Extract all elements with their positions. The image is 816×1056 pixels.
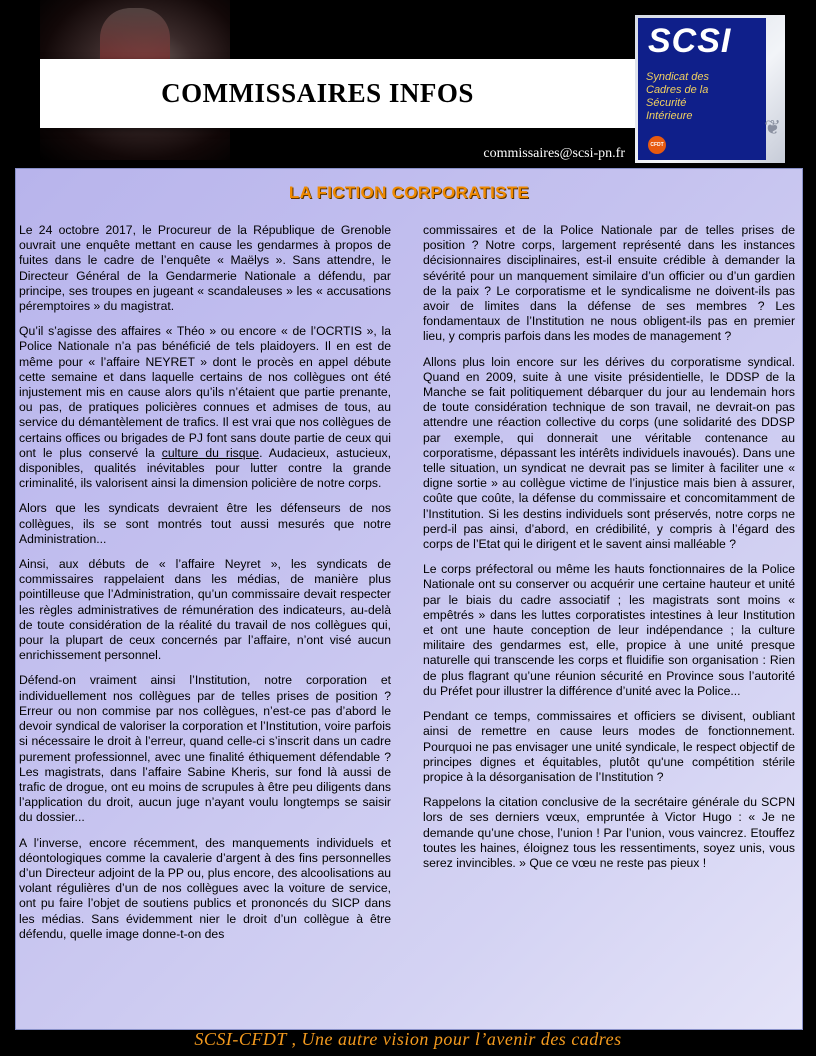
paragraph: Ainsi, aux débuts de « l’affaire Neyret », les syndicats de commissaires rappelaient dans les médias, de manière plus pointilleuse que l’Administration, qu’un commissaire devait respecter les règles administratives de rémunération des indicateurs, au-delà de toute considération de la réalité du travail de nos collègues qui, pour la plupart de ceux concernés par l’affaire, n’ont visé aucun enrichissement personnel. (19, 557, 391, 663)
culture-du-risque-link: culture du risque (161, 445, 260, 460)
logo-subtitle-line: Syndicat des (646, 71, 709, 83)
paragraph: Défend-on vraiment ainsi l’Institution, notre corporation et individuellement nos collègues par de telles prises de position ? Erreur ou non commise par nos collègues, n’est-ce pas d’abord le devoir syndical de valoriser la corporation et l’Institution, voire parfois si nécessaire le droit à l’erreur, quand celle-ci s’inscrit dans un cadre purement professionnel, avec une finalité éthiquement défendable ? Les magistrats, dans l’affaire Sabine Kheris, sur fond là aussi de trafic de drogue, ont eu moins de scrupules à être peu diligents dans l’application du droit, aucun juge n’ayant voulu longtemps se saisir du dossier... (19, 673, 391, 825)
paragraph: Le corps préfectoral ou même les hauts fonctionnaires de la Police Nationale ont su conserver ou acquérir une certaine hauteur et unité par le biais du cadre associatif ; les magistrats sont moins « empêtrés » dans les luttes corporatistes intestines à leur Institution et ont une haute conception de leur indépendance ; la culture militaire des gendarmes est, elle, propice à une unité presque naturelle qui transcende les corps et fluidifie son organisation : Rien de plus flagrant qu’une réunion sécurité en Province sous l’autorité du Préfet pour illustrer la différence d’unité avec la Police... (423, 562, 795, 698)
newsletter-title: COMMISSAIRES INFOS (161, 78, 474, 108)
logo-brand: SCSI (648, 22, 732, 60)
paragraph: Allons plus loin encore sur les dérives du corporatisme syndical. Quand en 2009, suite à une visite présidentielle, le DDSP de la Manche se fait politiquement débarquer du jour au lendemain hors de toute considération technique de son travail, ne devrait-on pas attendre une réaction collective du corps (une solidarité des DDSP par exemple, qui donnerait une véritable contenance au corporatisme, dépassant les intérêts individuels inavoués). Dans une telle situation, un syndicat ne devrait pas se limiter à faciliter une « digne sortie » au collègue victime de l’injustice mais bien à assurer, coûte que coûte, la défense du commissaire et concomitamment de l’Institution. Si les destins individuels sont préservés, notre corps ne perd-il pas ainsi, d’abord, en crédibilité, y compris à l’égard des corps de l’Etat qui le dirigent et le savent ainsi malléable ? (423, 354, 795, 552)
paragraph (19, 324, 391, 491)
article-column-right (423, 223, 795, 871)
logo-subtitle-line: Cadres de la (646, 84, 709, 96)
paragraph: Le 24 octobre 2017, le Procureur de la République de Grenoble ouvrait une enquête mettant en cause les gendarmes à propos de fuites dans le cadre de l’enquête « Maëlys ». Sans attendre, le Directeur Général de la Gendarmerie Nationale a défendu, par principe, ses troupes en jugeant « scandaleuses » les « accusations péremptoires » du magistrat. (19, 223, 391, 314)
paragraph-text: Qu’il s’agisse des affaires « Théo » ou encore « de l’OCRTIS », la Police Nationale n’a pas bénéficié de tels plaidoyers. Il en est de même pour « l’affaire NEYRET » dont le procès en appel débute cette semaine et dans laquelle certains de nos collègues ont été injustement mis en cause alors qu’ils n’étaient que partie prenante, ou pas, de pratiques policières connues et admises de tous, au service du démantèlement de trafics. Il est vrai que nos collègues de certains offices ou brigades de PJ font sans doute partie de ceux qui ont le plus conservé la (19, 324, 391, 460)
paragraph: Alors que les syndicats devraient être les défenseurs de nos collègues, ils se sont montrés tout aussi mesurés que notre Administration... (19, 501, 391, 546)
paragraph: A l’inverse, encore récemment, des manquements individuels et déontologiques comme la cavalerie d’argent à des fins personnelles d’un Directeur adjoint de la PP ou, plus encore, des alcoolisations au volant régulières d’un de nos collègues avec la voiture de service, ont pu faire l’objet de soutiens publics et prononcés du SICP dans les médias. Sans évidemment nier le droit d’un collègue à être défendu, quelle image donne-t-on des (19, 835, 391, 941)
paragraph-text: . Audacieux, astucieux, disponibles, qualités inévitables pour lutter contre la grande criminalité, ils valorisent ainsi la dimension policière de notre corps. (19, 445, 391, 491)
logo-subtitle (646, 71, 738, 123)
paragraph: Pendant ce temps, commissaires et officiers se divisent, oubliant ainsi de remettre en cause leurs modes de fonctionnement. Pourquoi ne pas envisager une unité syndicale, le respect objectif de principes dignes et équitables, plutôt qu'une compétition stérile propice à la désorganisation de l’Institution ? (423, 709, 795, 784)
contact-email[interactable]: commissaires@scsi-pn.fr (483, 146, 625, 161)
article-panel (15, 168, 803, 1030)
laurel-icon: ❦ (764, 117, 781, 139)
logo-box (638, 18, 766, 160)
paragraph: Rappelons la citation conclusive de la secrétaire générale du SCPN lors de ses derniers vœux, empruntée à Victor Hugo : « Je ne demande qu’une chose, l’union ! Par l’union, vous vaincrez. Etouffez toutes les haines, éloignez tous les ressentiments, soyez unis, vous serez invincibles. » Que ce vœu ne reste pas pieux ! (423, 795, 795, 870)
scsi-logo (635, 15, 785, 163)
article-column-left (19, 223, 391, 942)
title-band (40, 59, 635, 128)
footer-slogan: SCSI-CFDT , Une autre vision pour l’avenir des cadres (194, 1029, 622, 1049)
logo-subtitle-line: Sécurité (646, 97, 687, 109)
logo-subtitle-line: Intérieure (646, 110, 693, 122)
cfdt-badge: CFDT (648, 136, 666, 154)
paragraph: commissaires et de la Police Nationale par de telles prises de position ? Notre corps, largement représenté dans les instances décisionnaires disciplinaires, est-il ensuite crédible à demander la sévérité pour un manquement similaire d’un officier ou d’un gardien de la paix ? Le corporatisme et le syndicalisme ne doivent-ils pas avoir de limites dans la défense de ses membres ? Les fondamentaux de l’Institution ne nous obligent-ils pas en premier lieu, y compris parfois dans les modes de management ? (423, 223, 795, 344)
article-headline: LA FICTION CORPORATISTE (288, 183, 530, 202)
